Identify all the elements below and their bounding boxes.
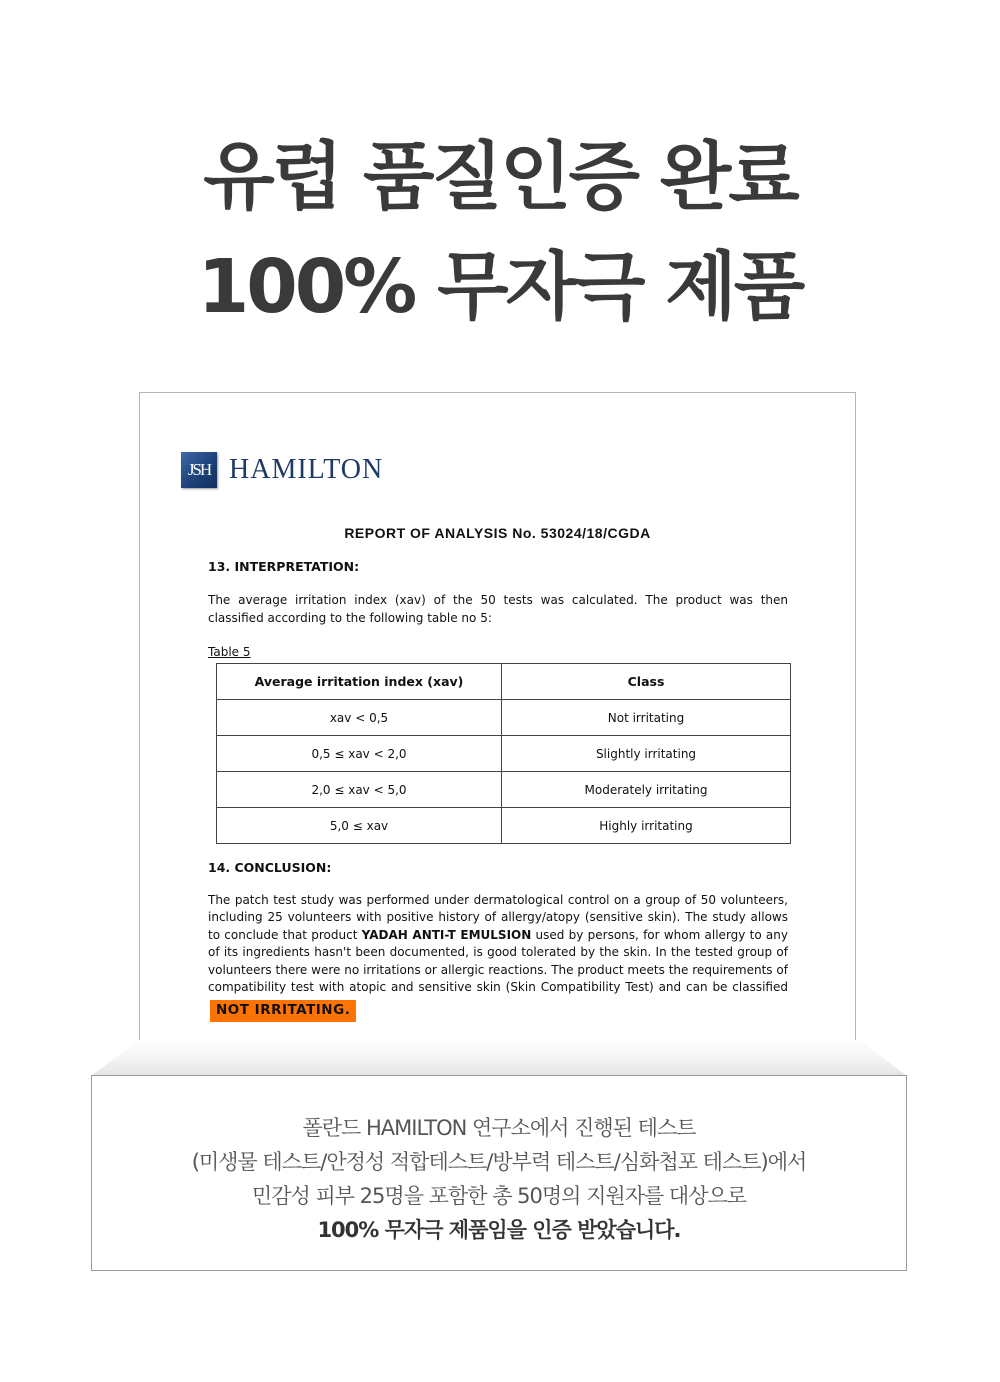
hamilton-logo	[181, 451, 383, 489]
caption-line-3: 민감성 피부 25명을 포함한 총 50명의 지원자를 대상으로	[251, 1184, 747, 1208]
table-header-row	[217, 664, 791, 700]
caption-box	[91, 1075, 907, 1271]
table-cell-class: Highly irritating	[502, 808, 791, 844]
hamilton-logo-icon: JSH	[181, 452, 217, 488]
conclusion-part-2: used by persons, for whom allergy to any of its ingredients hasn't been documented, is good tolerated by the skin. In the tested group of volunteers there were no irritations or allergic reactions. The product meets the requirements of compatibility test with atopic and sensitive skin (Skin Compatibility Test) and can be classified	[208, 927, 788, 995]
table-row	[217, 808, 791, 844]
table-cell-class: Not irritating	[502, 700, 791, 736]
table-row	[217, 772, 791, 808]
not-irritating-badge: NOT IRRITATING.	[210, 1000, 356, 1021]
table-label: Table 5	[208, 645, 251, 659]
caption-line-4: 100% 무자극 제품임을 인증 받았습니다.	[317, 1218, 681, 1242]
table-cell-index: xav < 0,5	[217, 700, 502, 736]
irritation-table	[216, 663, 791, 844]
table-cell-class: Slightly irritating	[502, 736, 791, 772]
headline-line-1: 유럽 품질인증 완료	[203, 134, 797, 220]
headline-line-2: 100% 무자극 제품	[197, 244, 803, 330]
table-cell-class: Moderately irritating	[502, 772, 791, 808]
report-document	[139, 392, 856, 1092]
conclusion-part-1: The patch test study was performed under dermatological control on a group of 50 volunteers, including 25 volunteers with positive history of allergy/atopy (sensitive skin). The study allows to conclude that product	[208, 893, 788, 942]
table-cell-index: 5,0 ≤ xav	[217, 808, 502, 844]
table-cell-index: 2,0 ≤ xav < 5,0	[217, 772, 502, 808]
table-header-index: Average irritation index (xav)	[217, 664, 502, 700]
conclusion-heading: 14. CONCLUSION:	[208, 860, 332, 875]
interpretation-text: The average irritation index (xav) of the 50 tests was calculated. The product was then classified according to the following table no 5:	[208, 593, 788, 625]
report-title: REPORT OF ANALYSIS No. 53024/18/CGDA	[344, 525, 651, 541]
pedestal-top	[91, 1040, 907, 1076]
hamilton-logo-text: HAMILTON	[229, 454, 384, 485]
table-header-class: Class	[502, 664, 791, 700]
product-name: YADAH ANTI-T EMULSION	[361, 927, 532, 942]
table-row	[217, 736, 791, 772]
table-cell-index: 0,5 ≤ xav < 2,0	[217, 736, 502, 772]
interpretation-heading: 13. INTERPRETATION:	[208, 559, 360, 574]
conclusion-text	[208, 892, 788, 1022]
caption-line-1: 폴란드 HAMILTON 연구소에서 진행된 테스트	[302, 1116, 696, 1140]
caption-line-2: (미생물 테스트/안정성 적합테스트/방부력 테스트/심화첩포 테스트)에서	[191, 1150, 807, 1174]
table-row	[217, 700, 791, 736]
